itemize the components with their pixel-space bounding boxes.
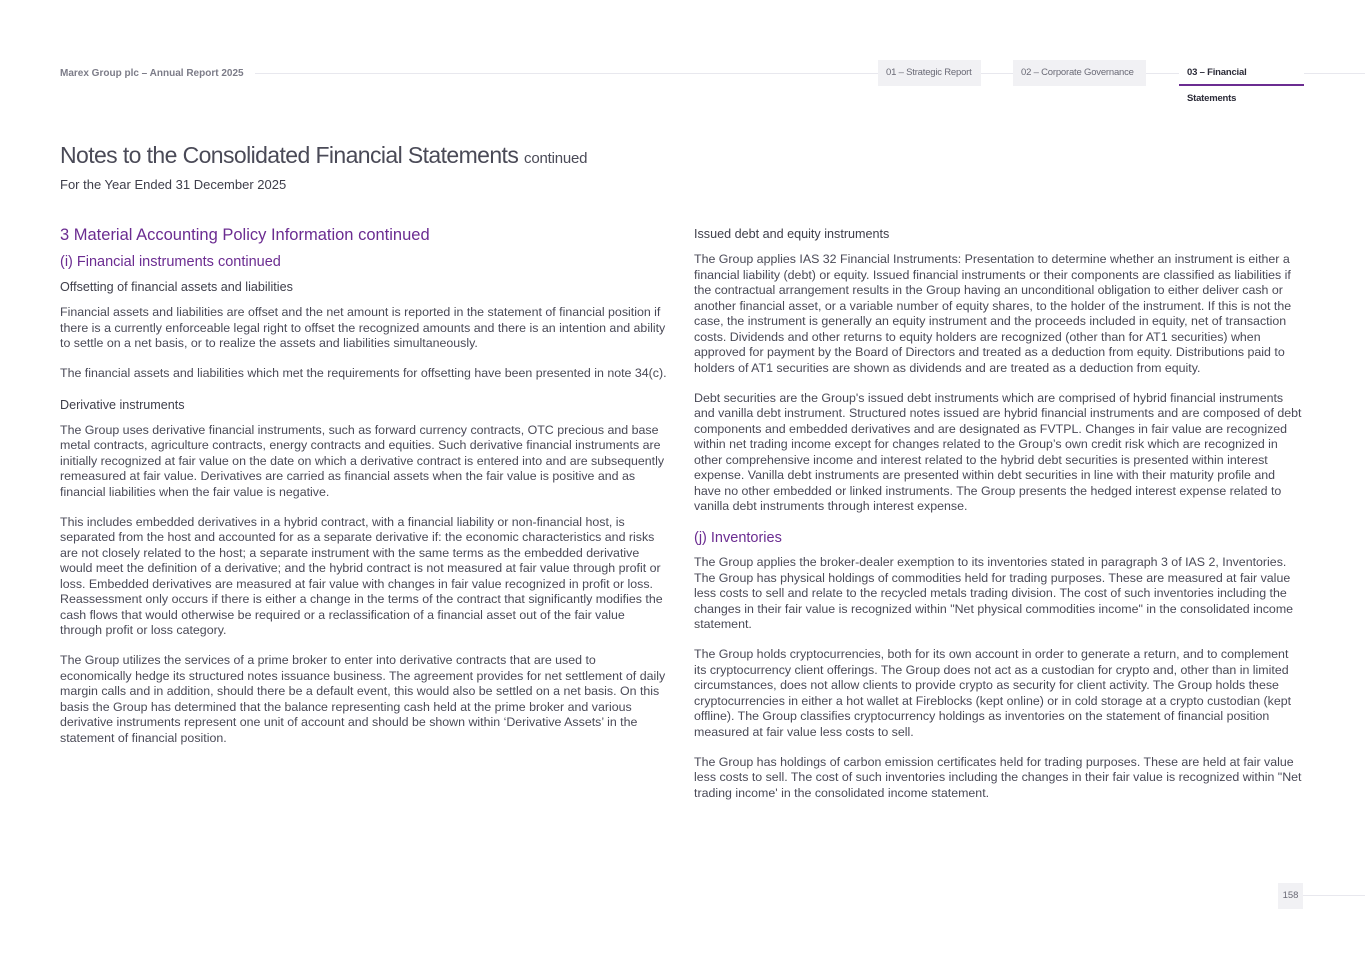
tab-financial-statements[interactable]: 03 – Financial Statements: [1179, 60, 1304, 86]
offsetting-paragraph-2: The financial assets and liabilities which met the requirements for offsetting have been presented in note 34(c).: [60, 366, 667, 380]
derivative-heading: Derivative instruments: [60, 397, 185, 412]
issued-heading: Issued debt and equity instruments: [694, 227, 890, 241]
page-title-text: Notes to the Consolidated Financial Statements: [60, 142, 519, 168]
footer-divider: [1300, 895, 1365, 896]
left-column: [60, 225, 670, 761]
section-heading-text: 3 Material Accounting Policy Information: [60, 226, 354, 244]
inventories-heading: (j) Inventories: [694, 530, 782, 546]
sub-heading: [60, 253, 670, 271]
header-company: Marex Group plc – Annual Report 2025: [60, 68, 244, 79]
page-title: [60, 142, 587, 169]
page-title-suffix: continued: [524, 150, 588, 167]
page-subtitle: For the Year Ended 31 December 2025: [60, 177, 287, 192]
derivative-paragraph-1: The Group uses derivative financial instruments, such as forward currency contracts, OTC precious and base metal contracts, agriculture contracts, energy contracts and equities. Such derivative financial instruments are initially recognized at fair value on the date on which a derivative contract is entered into and are subsequently remeasured at fair value. Derivatives are carried as financial assets when the fair value is positive and as financial liabilities when the fair value is negative.: [60, 422, 665, 499]
right-column: [694, 226, 1304, 816]
derivative-paragraph-3: The Group utilizes the services of a prime broker to enter into derivative contracts that are used to economically hedge its structured notes issuance business. The agreement provides for net settlement of daily margin calls and in addition, should there be a default event, this would also be settled on a net basis. On this basis the Group has determined that the balance representing cash held at the prime broker and various derivative instruments represent one unit of account and should be shown within ‘Derivative Assets’ in the statement of financial position.: [60, 653, 666, 745]
offsetting-heading: Offsetting of financial assets and liabilities: [60, 280, 293, 294]
sub-heading-suffix: continued: [217, 254, 281, 270]
sub-heading-text: (i) Financial instruments: [60, 254, 214, 270]
inventories-paragraph-2: The Group holds cryptocurrencies, both for its own account in order to generate a return, and to complement its cryptocurrency client offerings. The Group does not act as a custodian for crypto and, other than in limited circumstances, does not allow clients to provide crypto as security for client activity. The Group holds these cryptocurrencies in either a hot wallet at Fireblocks (kept online) or in cold storage at a crypto custodian (kept offline). The Group classifies cryptocurrency holdings as inventories on the statement of financial position measured at fair value less costs to sell.: [694, 647, 1292, 739]
tab-strategic-report[interactable]: 01 – Strategic Report: [878, 60, 981, 86]
tab-corporate-governance[interactable]: 02 – Corporate Governance: [1013, 60, 1146, 86]
section-heading-suffix: continued: [358, 226, 430, 244]
offsetting-paragraph-1: Financial assets and liabilities are offset and the net amount is reported in the statement of financial position if there is a currently enforceable legal right to offset the recognized amounts and there is an intention and ability to settle on a net basis, or to realize the assets and liabilities simultaneously.: [60, 305, 666, 350]
inventories-paragraph-1: The Group applies the broker-dealer exemption to its inventories stated in paragraph 3 of IAS 2, Inventories. The Group has physical holdings of commodities held for trading purposes. These are measured at fair value less costs to sell and relate to the recycled metals trading division. The cost of such inventories including the changes in their fair value is recognized within "Net physical commodities income" in the consolidated income statement.: [694, 555, 1294, 631]
section-heading: [60, 225, 670, 245]
inventories-paragraph-3: The Group has holdings of carbon emission certificates held for trading purposes. These are held at fair value less costs to sell. The cost of such inventories including the changes in their fair value is recognized within "Net trading income' in the consolidated income statement.: [694, 754, 1302, 800]
page-number: 158: [1278, 883, 1303, 909]
issued-paragraph-1: The Group applies IAS 32 Financial Instruments: Presentation to determine whether an instrument is either a financial liability (debt) or equity. Issued financial instruments or their components are classified as liabilities if the contractual arrangement results in the Group having an unconditional obligation to either deliver cash or another financial asset, or a variable number of equity shares, to the holder of the instrument. If this is not the case, the instrument is generally an equity instrument and the proceeds included in equity, net of transaction costs. Dividends and other returns to equity holders are recognized (other than for AT1 securities) when approved for payment by the Board of Directors and treated as a deduction from equity. Distributions paid to holders of AT1 securities are shown as dividends and are treated as a deduction from equity.: [694, 252, 1292, 375]
derivative-paragraph-2: This includes embedded derivatives in a hybrid contract, with a financial liability or non-financial host, is separated from the host and accounted for as a separate derivative if: the economic characteristics and risks are not closely related to the host; a separate instrument with the same terms as the embedded derivative would meet the definition of a derivative; and the hybrid contract is not measured at fair value through profit or loss. Embedded derivatives are measured at fair value with changes in fair value recognized in profit or loss. Reassessment only occurs if there is either a change in the terms of the contract that significantly modifies the cash flows that would otherwise be required or a reclassification of a financial asset out of the fair value through profit or loss category.: [60, 514, 663, 637]
issued-paragraph-2: Debt securities are the Group's issued debt instruments which are comprised of hybrid financial instruments and vanilla debt instrument. Structured notes issued are hybrid financial instruments and are composed of debt components and embedded derivatives and are designated as FVTPL. Changes in fair value are recognized within net trading income except for changes related to the Group’s own credit risk which are recognized in other comprehensive income and interest related to the hybrid debt securities is presented within interest expense. Vanilla debt instruments are presented within debt securities in line with their maturity profile and have no other embedded or linked instruments. The Group presents the hedged interest expense related to vanilla debt instruments through interest expense.: [694, 390, 1302, 513]
